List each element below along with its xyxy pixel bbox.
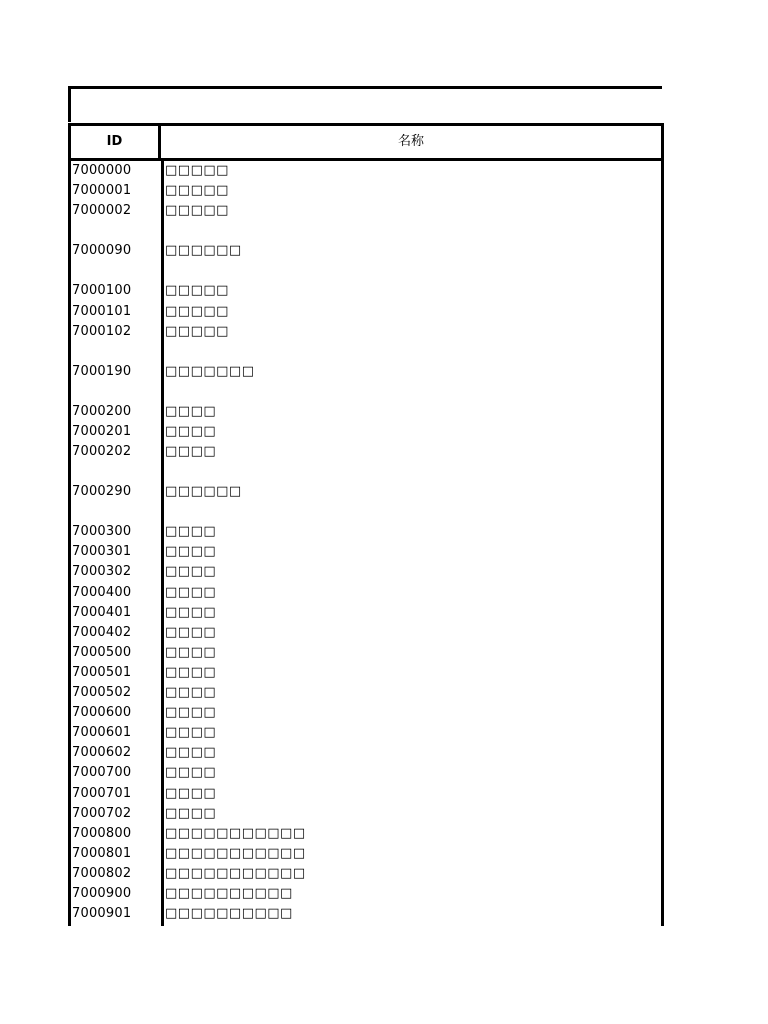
row-name: □□□□ xyxy=(165,765,217,780)
row-id: 7000000 xyxy=(72,163,132,178)
sheet-title-bar xyxy=(68,86,662,122)
row-id: 7000500 xyxy=(72,645,132,660)
row-id: 7000100 xyxy=(72,283,132,298)
row-name: □□□□□ xyxy=(165,203,229,218)
row-name: □□□□ xyxy=(165,745,217,760)
row-id: 7000290 xyxy=(72,484,132,499)
table-row xyxy=(71,281,661,301)
row-id: 7000701 xyxy=(72,786,132,801)
row-id: 7000202 xyxy=(72,444,132,459)
table-row xyxy=(71,181,661,201)
row-id: 7000700 xyxy=(72,765,132,780)
row-id: 7000401 xyxy=(72,605,132,620)
row-name: □□□□□□□□□□ xyxy=(165,886,293,901)
table-row xyxy=(71,241,661,261)
table-row xyxy=(71,663,661,683)
table-row xyxy=(71,844,661,864)
table-row xyxy=(71,723,661,743)
row-name: □□□□ xyxy=(165,645,217,660)
table-row xyxy=(71,402,661,422)
row-name: □□□□□□□□□□□ xyxy=(165,826,306,841)
row-name: □□□□ xyxy=(165,725,217,740)
row-name: □□□□ xyxy=(165,585,217,600)
row-name: □□□□□ xyxy=(165,283,229,298)
row-name: □□□□□ xyxy=(165,324,229,339)
table-row xyxy=(71,542,661,562)
spreadsheet xyxy=(68,86,664,926)
table-row xyxy=(71,703,661,723)
row-id: 7000900 xyxy=(72,886,132,901)
row-id: 7000402 xyxy=(72,625,132,640)
table-row xyxy=(71,201,661,221)
table-row xyxy=(71,603,661,623)
row-name: □□□□ xyxy=(165,524,217,539)
row-id: 7000802 xyxy=(72,866,132,881)
row-id: 7000301 xyxy=(72,544,132,559)
row-name: □□□□ xyxy=(165,685,217,700)
row-name: □□□□□□ xyxy=(165,484,242,499)
row-id: 7000090 xyxy=(72,243,132,258)
row-id: 7000190 xyxy=(72,364,132,379)
row-id: 7000302 xyxy=(72,564,132,579)
table-row xyxy=(71,643,661,663)
row-name: □□□□ xyxy=(165,544,217,559)
row-id: 7000602 xyxy=(72,745,132,760)
row-name: □□□□□ xyxy=(165,183,229,198)
table-row xyxy=(71,743,661,763)
table-row xyxy=(71,583,661,603)
row-name: □□□□□ xyxy=(165,304,229,319)
row-name: □□□□ xyxy=(165,444,217,459)
table-body xyxy=(68,161,664,926)
row-id: 7000601 xyxy=(72,725,132,740)
table-row xyxy=(71,864,661,884)
row-id: 7000502 xyxy=(72,685,132,700)
table-row xyxy=(71,482,661,502)
row-name: □□□□ xyxy=(165,424,217,439)
row-name: □□□□ xyxy=(165,665,217,680)
column-header-name: 名称 xyxy=(397,134,424,149)
table-row xyxy=(71,362,661,382)
table-row xyxy=(71,562,661,582)
table-row xyxy=(71,824,661,844)
row-name: □□□□□□□□□□□ xyxy=(165,846,306,861)
row-id: 7000300 xyxy=(72,524,132,539)
table-row xyxy=(71,161,661,181)
table-row xyxy=(71,784,661,804)
table-row xyxy=(71,623,661,643)
row-id: 7000400 xyxy=(72,585,132,600)
table-row xyxy=(71,884,661,904)
row-name: □□□□□□ xyxy=(165,243,242,258)
row-id: 7000600 xyxy=(72,705,132,720)
row-name: □□□□□□□□□□□ xyxy=(165,866,306,881)
row-id: 7000001 xyxy=(72,183,132,198)
table-row xyxy=(71,804,661,824)
table-row xyxy=(71,322,661,342)
table-row xyxy=(71,442,661,462)
row-id: 7000101 xyxy=(72,304,132,319)
row-name: □□□□□□□ xyxy=(165,364,255,379)
row-name: □□□□ xyxy=(165,404,217,419)
row-id: 7000901 xyxy=(72,906,132,921)
row-name: □□□□ xyxy=(165,564,217,579)
row-name: □□□□ xyxy=(165,786,217,801)
row-id: 7000102 xyxy=(72,324,132,339)
row-name: □□□□□□□□□□ xyxy=(165,906,293,921)
row-id: 7000201 xyxy=(72,424,132,439)
table-row xyxy=(71,302,661,322)
table-row xyxy=(71,522,661,542)
row-name: □□□□□ xyxy=(165,163,229,178)
row-id: 7000702 xyxy=(72,806,132,821)
row-id: 7000002 xyxy=(72,203,132,218)
row-id: 7000200 xyxy=(72,404,132,419)
row-name: □□□□ xyxy=(165,806,217,821)
row-name: □□□□ xyxy=(165,625,217,640)
table-row xyxy=(71,763,661,783)
column-header-id: ID xyxy=(71,126,161,158)
table-row xyxy=(71,904,661,924)
table-row xyxy=(71,422,661,442)
row-id: 7000801 xyxy=(72,846,132,861)
table-header xyxy=(68,123,664,161)
row-id: 7000501 xyxy=(72,665,132,680)
row-id: 7000800 xyxy=(72,826,132,841)
table-row xyxy=(71,683,661,703)
row-name: □□□□ xyxy=(165,605,217,620)
row-name: □□□□ xyxy=(165,705,217,720)
